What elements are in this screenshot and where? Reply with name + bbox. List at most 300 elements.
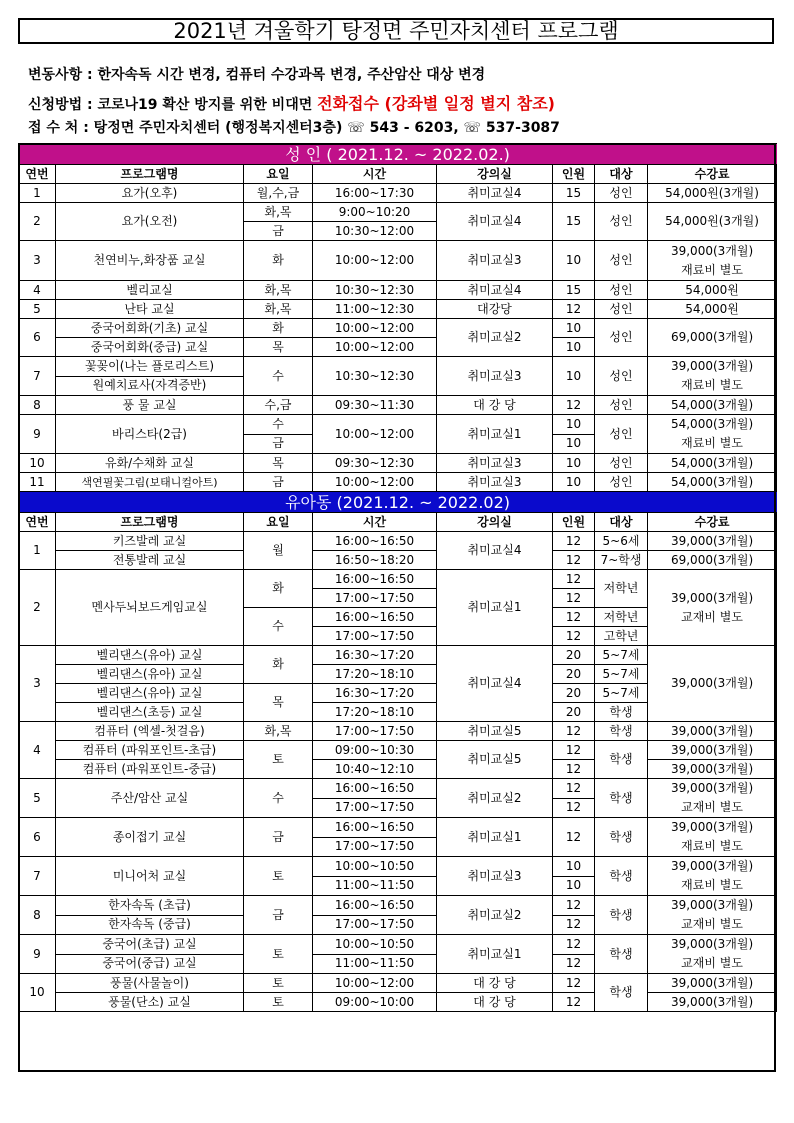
col-header: 연번 [19,165,56,184]
cell: 09:30~12:30 [313,454,437,473]
cell: 취미교실5 [437,741,553,779]
cell: 17:00~17:50 [313,589,437,608]
table-row [19,184,777,203]
cell: 취미교실3 [437,241,553,281]
cell: 취미교실3 [437,857,553,896]
fee-cell [648,779,777,818]
cell: 풍물(단소) 교실 [56,993,244,1012]
cell: 54,000(3개월) [648,396,777,415]
cell: 17:00~17:50 [313,915,437,935]
cell: 학생 [595,722,648,741]
table-row [19,357,777,377]
cell: 17:00~17:50 [313,627,437,646]
cell: 12 [553,954,595,974]
table-row [19,532,777,551]
fee-line: 39,000(3개월) [670,859,754,873]
kids-section-title: 유아동 (2021.12. ~ 2022.02) [19,492,777,513]
table-row [19,974,777,993]
cell: 39,000(3개월) [648,974,777,993]
cell: 15 [553,184,595,203]
cell: 6 [19,818,56,857]
cell: 16:00~16:50 [313,818,437,838]
cell: 한자속독 (중급) [56,915,244,935]
col-header: 시간 [313,165,437,184]
cell: 12 [553,551,595,570]
cell: 12 [553,915,595,935]
cell: 12 [553,627,595,646]
cell: 17:00~17:50 [313,722,437,741]
cell: 1 [19,532,56,570]
adult-section-title: 성 인 ( 2021.12. ~ 2022.02.) [19,144,777,165]
cell: 10 [553,876,595,896]
table-row [19,935,777,955]
fee-note: 재료비 별도 [681,436,743,450]
cell: 12 [553,589,595,608]
cell: 12 [553,396,595,415]
cell: 11 [19,473,56,492]
cell: 종이접기 교실 [56,818,244,857]
col-header: 수강료 [648,513,777,532]
cell: 취미교실1 [437,935,553,974]
cell: 화,목 [244,722,313,741]
table-row [19,779,777,799]
cell: 원예치료사(자격증반) [56,376,244,396]
cell: 취미교실4 [437,281,553,300]
cell: 39,000(3개월) [648,646,777,722]
cell: 54,000원 [648,281,777,300]
cell: 12 [553,896,595,916]
table-row [19,818,777,838]
cell: 17:20~18:10 [313,703,437,722]
cell: 16:30~17:20 [313,684,437,703]
cell: 취미교실2 [437,896,553,935]
cell: 토 [244,935,313,974]
cell: 12 [553,570,595,589]
cell: 학생 [595,974,648,1012]
fee-line: 39,000(3개월) [670,937,754,951]
cell: 69,000(3개월) [648,319,777,357]
cell: 7~학생 [595,551,648,570]
cell: 화 [244,319,313,338]
fee-line: 39,000(3개월) [670,590,754,605]
cell: 벨리댄스(유아) 교실 [56,684,244,703]
cell: 10 [553,415,595,435]
method-label: 신청방법 : [28,97,98,113]
cell: 54,000원 [648,300,777,319]
table-row [19,454,777,473]
cell: 3 [19,241,56,281]
fee-cell [648,857,777,896]
cell: 09:00~10:00 [313,993,437,1012]
col-header: 요일 [244,513,313,532]
cell: 10:00~12:00 [313,473,437,492]
cell: 멘사두뇌보드게임교실 [56,570,244,646]
cell: 취미교실3 [437,454,553,473]
cell: 금 [244,222,313,241]
cell: 2 [19,570,56,646]
cell: 금 [244,434,313,454]
cell: 2 [19,203,56,241]
cell: 중국어(초급) 교실 [56,935,244,955]
fee-line: 39,000(3개월) [670,898,754,912]
cell: 미니어처 교실 [56,857,244,896]
changes-line [28,64,485,84]
cell: 10:40~12:10 [313,760,437,779]
cell: 54,000원(3개월) [648,184,777,203]
cell: 목 [244,684,313,722]
fee-note: 교재비 별도 [681,917,743,931]
cell: 20 [553,646,595,665]
cell: 54,000원(3개월) [648,203,777,241]
cell: 키즈발레 교실 [56,532,244,551]
kids-section-bar [19,492,777,513]
cell: 취미교실1 [437,570,553,646]
cell: 성인 [595,241,648,281]
cell: 수 [244,357,313,396]
cell: 69,000(3개월) [648,551,777,570]
cell: 중국어(중급) 교실 [56,954,244,974]
cell: 9:00~10:20 [313,203,437,222]
cell: 39,000(3개월) [648,993,777,1012]
cell: 39,000(3개월) [648,722,777,741]
cell: 토 [244,993,313,1012]
cell: 10:30~12:30 [313,281,437,300]
cell: 화,목 [244,300,313,319]
cell: 토 [244,741,313,779]
cell: 15 [553,281,595,300]
cell: 성인 [595,319,648,357]
cell: 금 [244,473,313,492]
changes-label: 변동사항 : [28,67,98,83]
fee-note: 재료비 별도 [681,839,743,853]
col-header: 프로그램명 [56,165,244,184]
cell: 화 [244,646,313,684]
fee-cell [648,357,777,396]
col-header: 프로그램명 [56,513,244,532]
col-header: 인원 [553,513,595,532]
cell: 5~7세 [595,684,648,703]
cell: 11:00~11:50 [313,954,437,974]
col-header: 수강료 [648,165,777,184]
cell: 유화/수채화 교실 [56,454,244,473]
cell: 취미교실4 [437,203,553,241]
cell: 취미교실1 [437,415,553,454]
table-row [19,396,777,415]
cell: 7 [19,357,56,396]
cell: 학생 [595,741,648,779]
cell: 10:00~12:00 [313,338,437,357]
table-row [19,551,777,570]
cell: 월,수,금 [244,184,313,203]
cell: 풍물(사물놀이) [56,974,244,993]
cell: 4 [19,722,56,779]
cell: 10 [553,434,595,454]
cell: 학생 [595,857,648,896]
cell: 10 [19,974,56,1012]
cell: 12 [553,741,595,760]
cell: 15 [553,203,595,241]
cell: 월 [244,532,313,570]
cell: 10 [553,241,595,281]
cell: 10:00~12:00 [313,974,437,993]
fee-note: 교재비 별도 [681,609,743,624]
cell: 학생 [595,703,648,722]
cell: 벨리댄스(유아) 교실 [56,646,244,665]
cell: 10 [553,338,595,357]
cell: 54,000(3개월) [648,473,777,492]
cell: 5~7세 [595,646,648,665]
place-text: 탕정면 주민자치센터 (행정복지센터3층) ☏ 543 - 6203, ☏ 537-3087 [93,120,560,136]
cell: 성인 [595,203,648,241]
cell: 한자속독 (초급) [56,896,244,916]
cell: 풍 물 교실 [56,396,244,415]
cell: 39,000(3개월) [648,532,777,551]
cell: 성인 [595,184,648,203]
cell: 성인 [595,415,648,454]
table-row [19,570,777,589]
cell: 금 [244,818,313,857]
fee-note: 재료비 별도 [681,378,743,392]
table-row [19,281,777,300]
cell: 12 [553,993,595,1012]
cell: 화,목 [244,203,313,222]
fee-cell [648,818,777,857]
table-row [19,415,777,435]
cell: 8 [19,396,56,415]
col-header: 강의실 [437,165,553,184]
cell: 54,000(3개월) [648,454,777,473]
cell: 10:00~10:50 [313,857,437,877]
method-highlight: 전화접수 (강좌별 일정 별지 참조) [317,94,555,113]
cell: 10 [19,454,56,473]
cell: 20 [553,665,595,684]
cell: 5~6세 [595,532,648,551]
cell: 성인 [595,396,648,415]
cell: 5~7세 [595,665,648,684]
cell: 중국어회화(중급) 교실 [56,338,244,357]
fee-note: 교재비 별도 [681,800,743,814]
cell: 16:00~16:50 [313,570,437,589]
cell: 취미교실2 [437,319,553,357]
cell: 12 [553,779,595,799]
cell: 학생 [595,896,648,935]
cell: 10 [553,454,595,473]
cell: 3 [19,646,56,722]
cell: 성인 [595,357,648,396]
cell: 12 [553,300,595,319]
table-row [19,300,777,319]
cell: 성인 [595,454,648,473]
cell: 09:00~10:30 [313,741,437,760]
cell: 7 [19,857,56,896]
cell: 5 [19,300,56,319]
fee-line: 39,000(3개월) [670,781,754,795]
cell: 대 강 당 [437,396,553,415]
cell: 10:30~12:30 [313,357,437,396]
page-title: 2021년 겨울학기 탕정면 주민자치센터 프로그램 [18,18,774,44]
cell: 10 [553,319,595,338]
cell: 10:00~12:00 [313,241,437,281]
cell: 천연비누,화장품 교실 [56,241,244,281]
cell: 수 [244,779,313,818]
cell: 12 [553,974,595,993]
fee-line: 54,000(3개월) [670,417,754,431]
place-line [28,117,560,137]
cell: 금 [244,896,313,935]
cell: 색연필꽃그림(보태니컬아트) [56,473,244,492]
col-header: 강의실 [437,513,553,532]
col-header: 연번 [19,513,56,532]
cell: 수 [244,608,313,646]
cell: 11:00~11:50 [313,876,437,896]
table-row [19,203,777,222]
cell: 벨리댄스(초등) 교실 [56,703,244,722]
cell: 17:00~17:50 [313,798,437,818]
cell: 대 강 당 [437,993,553,1012]
col-header: 대상 [595,165,648,184]
table-row [19,722,777,741]
cell: 컴퓨터 (엑셀-첫걸음) [56,722,244,741]
cell: 화 [244,570,313,608]
cell: 토 [244,974,313,993]
table-row [19,741,777,760]
cell: 11:00~12:30 [313,300,437,319]
header-row [19,513,777,532]
cell: 16:00~16:50 [313,532,437,551]
fee-cell [648,570,777,646]
cell: 취미교실3 [437,473,553,492]
cell: 6 [19,319,56,357]
cell: 중국어회화(기초) 교실 [56,319,244,338]
cell: 벨리교실 [56,281,244,300]
cell: 목 [244,454,313,473]
fee-line: 39,000(3개월) [670,820,754,834]
cell: 9 [19,935,56,974]
cell: 난타 교실 [56,300,244,319]
cell: 12 [553,798,595,818]
cell: 12 [553,935,595,955]
table-row [19,646,777,665]
fee-note: 재료비 별도 [681,262,743,277]
cell: 저학년 [595,608,648,627]
table-row [19,857,777,877]
cell: 학생 [595,818,648,857]
table-row [19,896,777,916]
cell: 고학년 [595,627,648,646]
cell: 10:00~12:00 [313,319,437,338]
cell: 화 [244,241,313,281]
cell: 취미교실4 [437,184,553,203]
program-table [18,143,777,1012]
cell: 12 [553,532,595,551]
cell: 16:00~16:50 [313,896,437,916]
cell: 12 [553,608,595,627]
cell: 성인 [595,473,648,492]
cell: 12 [553,818,595,857]
cell: 12 [553,722,595,741]
cell: 10 [553,857,595,877]
cell: 요가(오후) [56,184,244,203]
cell: 17:00~17:50 [313,837,437,857]
fee-note: 교재비 별도 [681,956,743,970]
fee-cell [648,896,777,935]
cell: 대 강 당 [437,974,553,993]
cell: 성인 [595,300,648,319]
cell: 대강당 [437,300,553,319]
cell: 요가(오전) [56,203,244,241]
table-row [19,319,777,338]
table-row [19,241,777,281]
cell: 8 [19,896,56,935]
cell: 09:30~11:30 [313,396,437,415]
cell: 취미교실3 [437,357,553,396]
cell: 컴퓨터 (파워포인트-중급) [56,760,244,779]
cell: 39,000(3개월) [648,760,777,779]
fee-cell [648,935,777,974]
cell: 컴퓨터 (파워포인트-초급) [56,741,244,760]
cell: 취미교실5 [437,722,553,741]
cell: 12 [553,760,595,779]
cell: 성인 [595,281,648,300]
fee-cell [648,241,777,281]
col-header: 요일 [244,165,313,184]
cell: 취미교실4 [437,646,553,722]
cell: 꽃꽂이(나는 플로리스트) [56,357,244,377]
place-label: 접 수 처 : [28,120,94,136]
fee-note: 재료비 별도 [681,878,743,892]
header-row [19,165,777,184]
col-header: 인원 [553,165,595,184]
cell: 20 [553,703,595,722]
table-row [19,473,777,492]
cell: 10 [553,473,595,492]
cell: 주산/암산 교실 [56,779,244,818]
col-header: 시간 [313,513,437,532]
cell: 목 [244,338,313,357]
cell: 벨리댄스(유아) 교실 [56,665,244,684]
cell: 취미교실2 [437,779,553,818]
cell: 16:50~18:20 [313,551,437,570]
changes-text: 한자속독 시간 변경, 컴퓨터 수강과목 변경, 주산암산 대상 변경 [97,67,486,83]
table-row [19,993,777,1012]
cell: 10:00~10:50 [313,935,437,955]
cell: 학생 [595,935,648,974]
cell: 화,목 [244,281,313,300]
cell: 10 [553,357,595,396]
cell: 수 [244,415,313,435]
cell: 바리스타(2급) [56,415,244,454]
col-header: 대상 [595,513,648,532]
cell: 전통발레 교실 [56,551,244,570]
fee-cell [648,415,777,454]
cell: 9 [19,415,56,454]
fee-line: 39,000(3개월) [670,243,754,258]
cell: 수,금 [244,396,313,415]
method-line [28,91,555,114]
cell: 16:30~17:20 [313,646,437,665]
cell: 토 [244,857,313,896]
table-row [19,760,777,779]
cell: 16:00~16:50 [313,608,437,627]
cell: 1 [19,184,56,203]
cell: 10:00~12:00 [313,415,437,454]
cell: 16:00~16:50 [313,779,437,799]
cell: 5 [19,779,56,818]
cell: 저학년 [595,570,648,608]
cell: 39,000(3개월) [648,741,777,760]
cell: 10:30~12:00 [313,222,437,241]
cell: 취미교실4 [437,532,553,570]
